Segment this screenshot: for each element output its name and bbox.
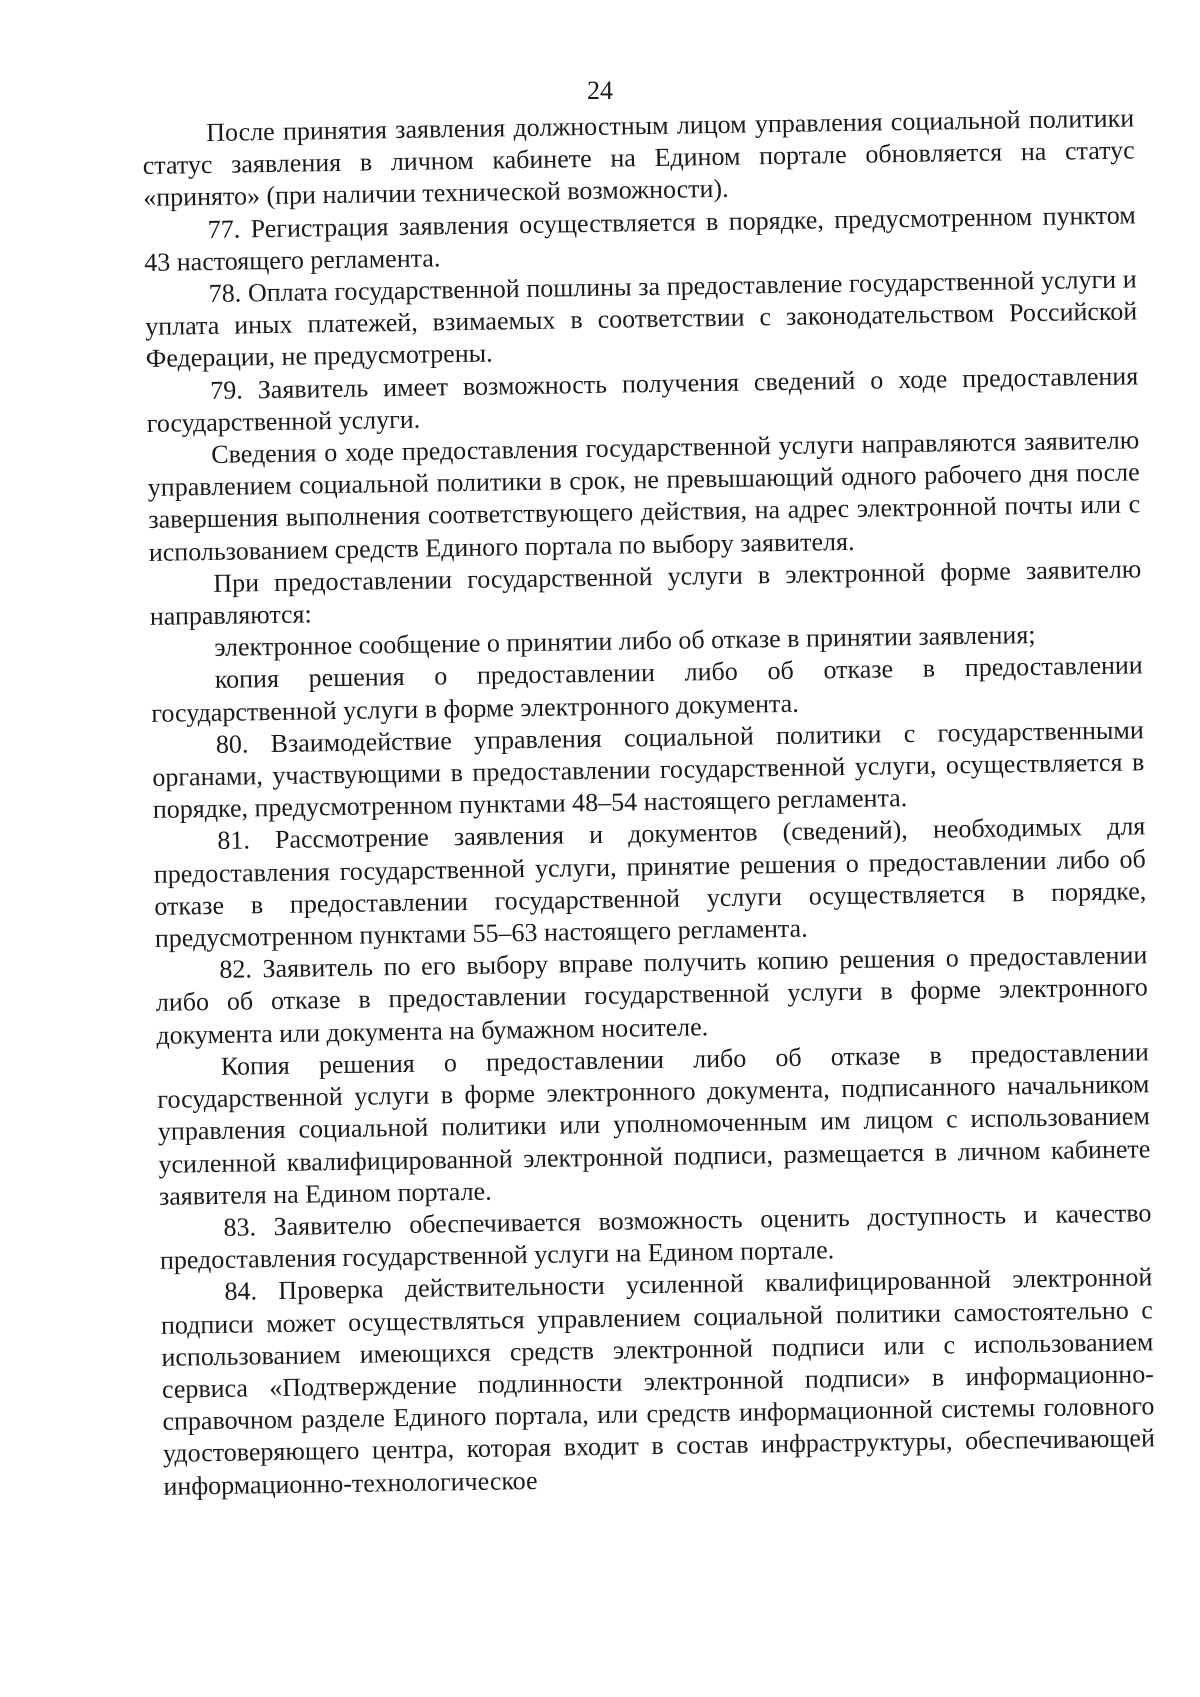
paragraph-78: 78. Оплата государственной пошлины за предоставление государственной услуги и уплата иных платежей, взимаемых в соответствии с законодательством Российской Федерации, не предусмотрены. [145, 264, 1138, 374]
paragraph-81: 81. Рассмотрение заявления и документов (сведений), необходимых для предоставления государственной услуги, принятие решения о предоставлении либо об отказе в предоставлении государственной услуги осуществляется в порядке, предусмотренном пунктами 55–63 настоящего регламента. [153, 811, 1147, 953]
document-body [142, 102, 1156, 1502]
paragraph-80: 80. Взаимодействие управления социальной политики с государственными органами, участвующими в предоставлении государственной услуги, осуществляется в порядке, предусмотренном пунктами 48–54 настоящего регламента. [152, 715, 1145, 825]
paragraph-electronic-message: электронное сообщение о принятии либо об отказе в принятии заявления; [214, 620, 1036, 663]
paragraph-79: 79. Заявитель имеет возможность получения сведений о ходе предоставления государственной услуги. [146, 361, 1139, 438]
paragraph-82: 82. Заявитель по его выбору вправе получить копию решения о предоставлении либо об отказе в предоставлении государственной услуги в форме электронного документа или документа на бумажном носителе. [155, 940, 1149, 1050]
page-number: 24 [587, 76, 613, 105]
paragraph-84: 84. Проверка действительности усиленной квалифицированной электронной подписи может осуществляться управлением социальной политики самостоятельно с использованием имеющихся средств электронной подписи или с использованием сервиса «Подтверждение подлинности электронной подписи» в информационно-справочном разделе Единого портала, или средств информационной системы головного удостоверяющего центра, которая входит в состав инфраструктуры, обеспечивающей информационно-технологическое [160, 1262, 1156, 1501]
paragraph-progress-info: Сведения о ходе предоставления государственной услуги направляются заявителю управлением социальной политики в срок, не превышающий одного рабочего дня после завершения выполнения соответствующего действия, на адрес электронной почты или с использованием средств Единого портала по выбору заявителя. [147, 425, 1141, 567]
paragraph-77: 77. Регистрация заявления осуществляется в порядке, предусмотренном пунктом 43 настоящего регламента. [144, 200, 1136, 277]
paragraph-83: 83. Заявителю обеспечивается возможность оценить доступность и качество предоставления государственной услуги на Едином портале. [159, 1198, 1152, 1275]
paragraph-status-update: После принятия заявления должностным лицом управления социальной политики статус заявления в личном кабинете на Едином портале обновляется на статус «принято» (при наличии технической возможности). [142, 103, 1135, 213]
paragraph-decision-copy: копия решения о предоставлении либо об отказе в предоставлении государственной услуги в форме электронного документа. [151, 650, 1143, 728]
paragraph-electronic-form: При предоставлении государственной услуги в электронной форме заявителю направляются: [149, 554, 1142, 631]
paragraph-decision-copy-signed: Копия решения о предоставлении либо об отказе в предоставлении государственной услуги в форме электронного документа, подписанного начальником управления социальной политики или уполномоченным им лицом с использованием усиленной квалифицированной электронной подписи, размещается в личном кабинете заявителя на Едином портале. [157, 1037, 1151, 1211]
